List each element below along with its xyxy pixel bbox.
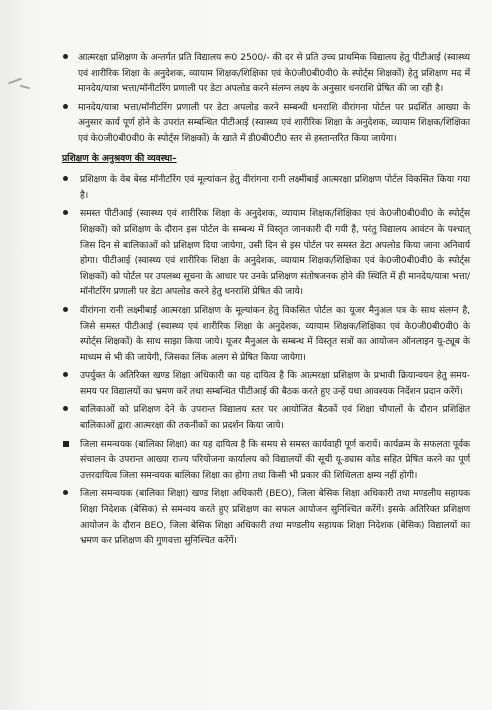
list-item-text: समस्त पीटीआई (स्वास्थ्य एवं शारीरिक शिक्षा के अनुदेशक, व्यायाम शिक्षक/शिक्षिका एवं के0जी0बी0वी0 के स्पोर्ट्स शिक्षकों) को प्रशिक्षण के दौरान इस पोर्टल के सम्बन्ध में विस्तृत जानकारी दी गयी है, परंतु विद्यालय आवंटन के पश्चात् जिस दिन से बालिकाओं को प्रशिक्षण दिया जायेगा, उसी दिन से इस पोर्टल पर समस्त डेटा अपलोड किया जाना अनिवार्य होगा। पीटीआई (स्वास्थ्य एवं शारीरिक शिक्षा के अनुदेशक, व्यायाम शिक्षक/शिक्षिका एवं के0जी0बी0वी0 के स्पोर्ट्स शिक्षकों) को पोर्टल पर उपलब्ध सूचना के आधार पर उनके प्रशिक्षण संतोषजनक होने की स्थिति में ही मानदेय/यात्रा भत्ता/मॉनीटरिंग प्रणाली पर डेटा अपलोड करने हेतु धनराशि प्रेषित की जाये। xyxy=(80,208,470,298)
bullet-icon xyxy=(63,54,68,59)
bullet-icon xyxy=(63,176,68,181)
list-item xyxy=(60,206,470,300)
list-item xyxy=(60,172,470,203)
list-item xyxy=(60,50,470,97)
bullet-icon xyxy=(63,372,68,377)
list-item-text: जिला समन्वयक (बालिका शिक्षा) का यह दायित्व है कि समय से समस्त कार्यवाही पूर्ण करायें। कार्यक्रम के सफलता पूर्वक संचालन के उपरान्त आख्या राज्य परियोजना कार्यालय को विद्यालयों की सूची यू-ड्यास कोड सहित प्रेषित करने का पूर्ण उत्तरदायित्व जिला समन्वयक बालिका शिक्षा का होगा तथा किसी भी प्रकार की शिथिलता क्षम्य नहीं होगी। xyxy=(80,438,470,481)
list-item-text: वीरांगना रानी लक्ष्मीबाई आत्मरक्षा प्रशिक्षण के मूल्यांकन हेतु विकसित पोर्टल का यूजर मैनुअल पत्र के साथ संलग्न है, जिसे समस्त पीटीआई (स्वास्थ्य एवं शारीरिक शिक्षा के अनुदेशक, व्यायाम शिक्षक/शिक्षिका एवं के0जी0बी0वी0 के स्पोर्ट्स शिक्षकों) के साथ साझा किया जाये। यूजर मैनुअल के सम्बन्ध में विस्तृत सत्रों का आयोजन ऑनलाइन यू-ट्यूब के माध्यम से भी की जायेगी, जिसका लिंक अलग से प्रेषित किया जायेगा। xyxy=(80,304,470,363)
bullet-icon xyxy=(63,104,68,109)
square-bullet-icon xyxy=(63,441,69,447)
intro-list xyxy=(60,50,470,147)
list-item-text: आत्मरक्षा प्रशिक्षण के अन्तर्गत प्रति विद्यालय रू0 2500/- की दर से प्रति उच्च प्राथमिक विद्यालय हेतु पीटीआई (स्वास्थ्य एवं शारीरिक शिक्षा के अनुदेशक, व्यायाम शिक्षक/शिक्षिका एवं के0जी0बी0वी0 के स्पोर्ट्स शिक्षकों) हेतु प्रशिक्षण मद में मानदेय/यात्रा भत्ता/मॉनीटरिंग प्रणाली पर डेटा अपलोड करने संलग्न लक्ष्य के अनुसार धनराशि प्रेषित की जा रही है। xyxy=(78,52,470,95)
list-item-text: बालिकाओं को प्रशिक्षण देने के उपरान्त विद्यालय स्तर पर आयोजित बैठकों एवं शिक्षा चौपालों के दौरान प्रशिक्षित बालिकाओं द्वारा आत्मरक्षा की तकनीकों का प्रदर्शन किया जाये। xyxy=(80,404,470,432)
bullet-icon xyxy=(63,490,68,495)
list-item-text: प्रशिक्षण के वेब बेस्ड मॉनीटरिंग एवं मूल्यांकन हेतु वीरांगना रानी लक्ष्मीबाई आत्मरक्षा प्रशिक्षण पोर्टल विकसित किया गया है। xyxy=(80,174,470,201)
list-item-text: जिला समन्वयक (बालिका शिक्षा) खण्ड शिक्षा अधिकारी (BEO), जिला बेसिक शिक्षा अधिकारी तथा मण्डलीय सहायक शिक्षा निदेशक (बेसिक) से समन्वय करते हुए प्रशिक्षण का सफल आयोजन सुनिश्चित करेंगें। इसके अतिरिक्त प्रशिक्षण आयोजन के दौरान BEO, जिला बेसिक शिक्षा अधिकारी तथा मण्डलीय सहायक शिक्षा निदेशक (बेसिक) विद्यालयों का भ्रमण कर प्रशिक्षण की गुणवत्ता सुनिश्चित करेंगें। xyxy=(80,488,470,547)
document-body xyxy=(60,50,470,552)
list-item xyxy=(60,402,470,433)
margin-pen-mark xyxy=(8,78,22,85)
monitoring-list xyxy=(60,172,470,549)
list-item-text: मानदेय/यात्रा भत्ता/मॉनीटरिंग प्रणाली पर डेटा अपलोड करने सम्बन्धी धनराशि वीरांगना पोर्टल पर प्रदर्शित आख्या के अनुसार कार्य पूर्ण होने के उपरांत सम्बन्धित पीटीआई (स्वास्थ्य एवं शारीरिक शिक्षा के अनुदेशक, व्यायाम शिक्षक/शिक्षिका एवं के0जी0बी0वी0 के स्पोर्ट्स शिक्षकों) के खाते में डी0बी0टी0 स्तर से हस्तान्तरित किया जायेगा। xyxy=(78,101,470,144)
margin-pen-mark xyxy=(20,85,30,90)
bullet-icon xyxy=(63,307,68,312)
list-item xyxy=(60,368,470,399)
list-item xyxy=(60,100,470,147)
section-heading: प्रशिक्षण के अनुश्रवण की व्यवस्था– xyxy=(62,152,177,164)
bullet-icon xyxy=(63,406,68,411)
list-item-text: उपर्युक्त के अतिरिक्त खण्ड शिक्षा अधिकारी का यह दायित्व है कि आत्मरक्षा प्रशिक्षण के प्रभावी क्रियान्वयन हेतु समय-समय पर विद्यालयों का भ्रमण करें तथा सम्बन्धित पीटीआई की बैठक करते हुए उन्हें यथा आवश्यक निर्देशन प्रदान करेंगें। xyxy=(80,370,470,397)
list-item xyxy=(60,486,470,548)
bullet-icon xyxy=(63,210,68,215)
list-item xyxy=(60,303,470,365)
list-item xyxy=(60,437,470,484)
